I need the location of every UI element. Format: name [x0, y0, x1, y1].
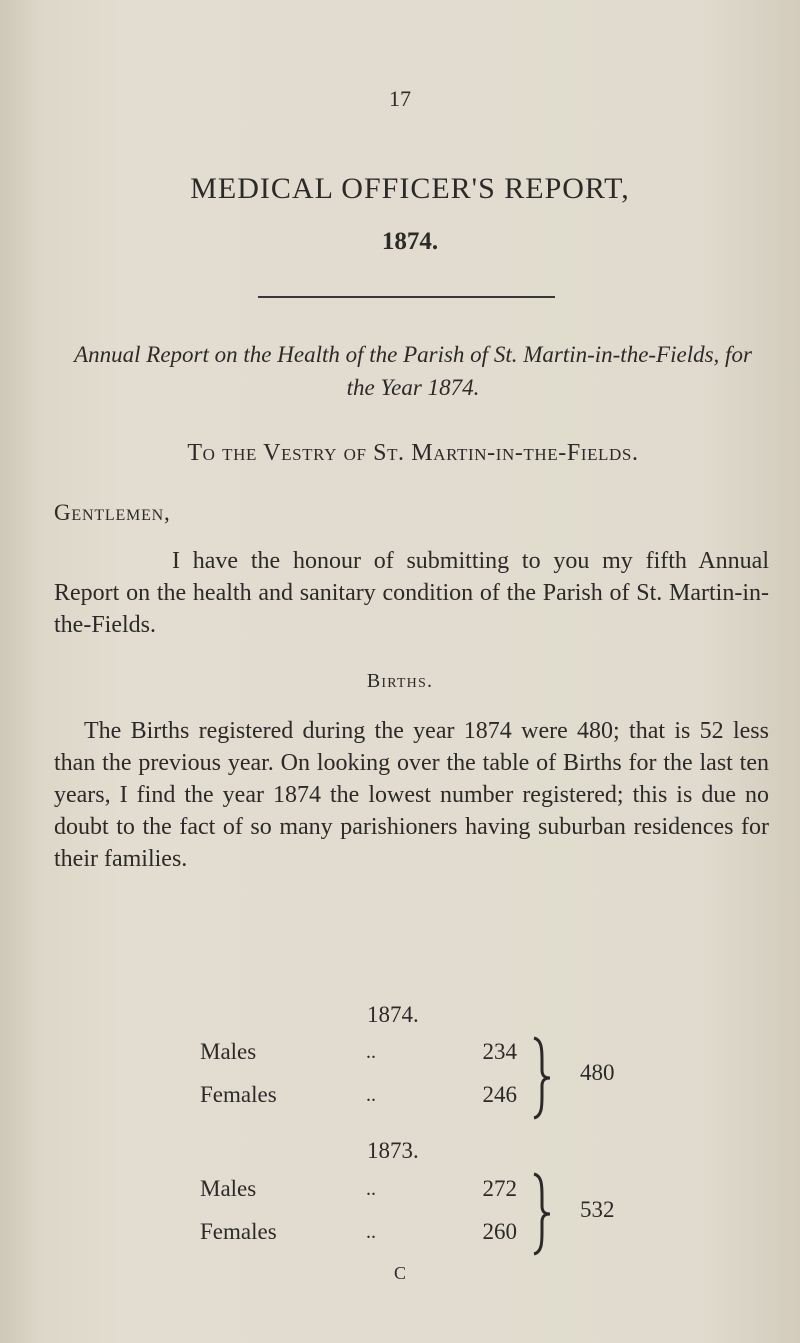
- salutation: Gentlemen,: [54, 500, 171, 525]
- signature-mark: C: [393, 1263, 406, 1283]
- table-row-dots: ..: [366, 1178, 376, 1200]
- births-paragraph: The Births registered during the year 1874 were 480; that is 52 less than the previous year. On looking over the table of Births for the last ten years, I find the year 1874 the lowest number registered; this is due no doubt to the fact of so many parishioners having suburban residences for their families.: [54, 718, 769, 872]
- brace-icon: [528, 1172, 558, 1256]
- address-line: To the Vestry of St. Martin-in-the-Fields.: [187, 440, 639, 466]
- table-row-value: 260: [482, 1219, 517, 1244]
- table-row-label: Males: [200, 1176, 257, 1201]
- table-row-value: 246: [482, 1082, 517, 1107]
- births-heading: Births.: [366, 670, 434, 692]
- table-row-label: Females: [200, 1082, 277, 1107]
- brace-icon: [528, 1036, 558, 1120]
- table-row-dots: ..: [366, 1221, 376, 1243]
- report-title: MEDICAL OFFICER'S REPORT,: [190, 172, 630, 205]
- table-year-1873: 1873.: [367, 1138, 419, 1163]
- table-year-1874: 1874.: [367, 1002, 419, 1027]
- table-total: 532: [580, 1197, 615, 1222]
- table-row-value: 234: [482, 1039, 517, 1064]
- report-subtitle: Annual Report on the Health of the Parish of St. Martin-in-the-Fields, for the Year 1874.: [74, 342, 752, 400]
- table-row-label: Females: [200, 1219, 277, 1244]
- table-row-label: Males: [200, 1039, 257, 1064]
- table-total: 480: [580, 1060, 615, 1085]
- report-year: 1874.: [381, 228, 439, 255]
- table-row-dots: ..: [366, 1084, 376, 1106]
- intro-paragraph: I have the honour of submitting to you my fifth Annual Report on the health and sanitary condition of the Parish of St. Martin-in-the-Fields.: [54, 548, 769, 638]
- table-row-dots: ..: [366, 1041, 376, 1063]
- table-row-value: 272: [482, 1176, 517, 1201]
- page-number: 17: [389, 86, 411, 111]
- title-rule: [258, 296, 555, 298]
